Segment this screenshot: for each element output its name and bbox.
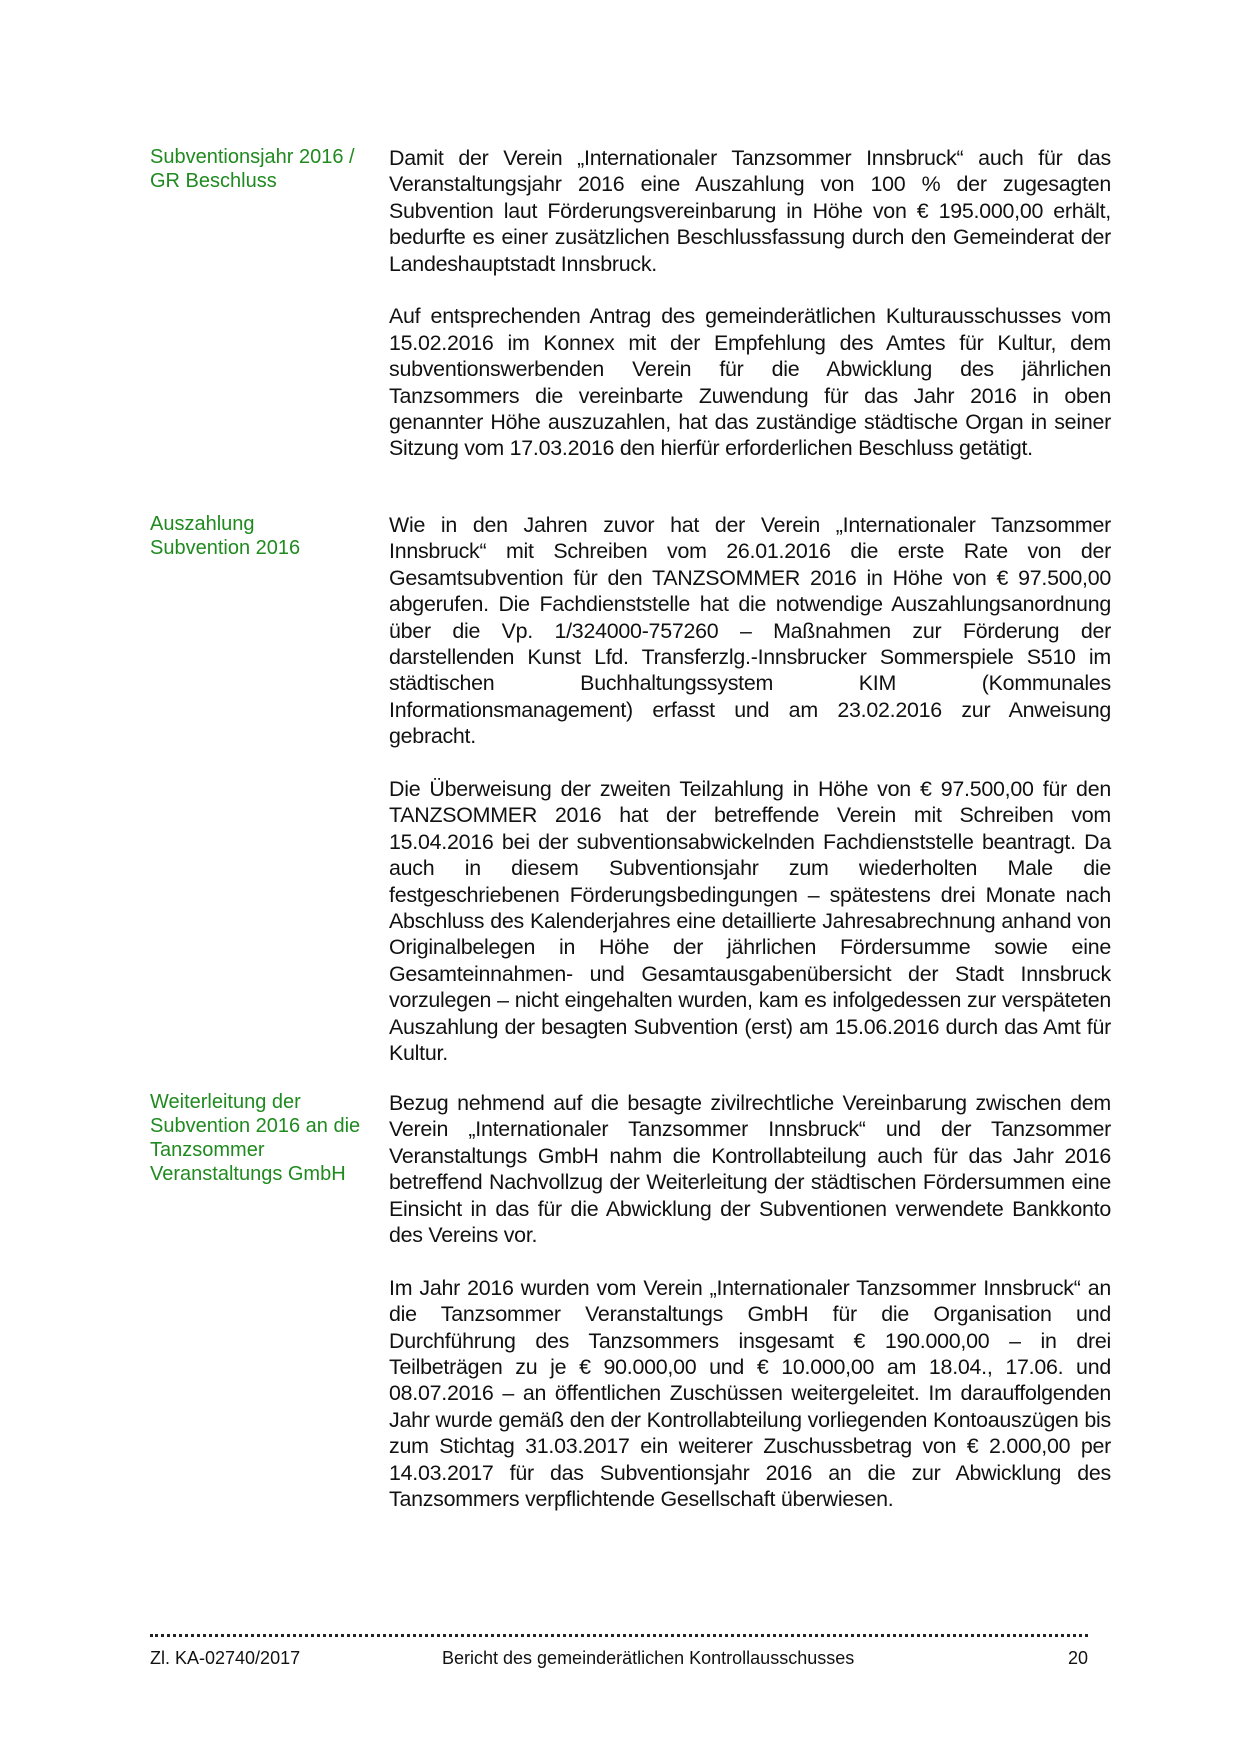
paragraph: Bezug nehmend auf die besagte zivilrechtliche Vereinbarung zwischen dem Verein „Internationaler Tanzsommer Innsbruck“ und der Tanzsommer Veranstaltungs GmbH nahm die Kontrollabteilung auch für das Jahr 2016 betreffend Nachvollzug der Weiterleitung der städtischen Fördersummen eine Einsicht in das für die Abwicklung der Subventionen verwendete Bankkonto des Vereins vor. bbox=[389, 1091, 1111, 1248]
section-body bbox=[389, 1090, 1111, 1539]
paragraph: Auf entsprechenden Antrag des gemeinderätlichen Kulturausschusses vom 15.02.2016 im Konnex mit der Empfehlung des Amtes für Kultur, dem subventionswerbenden Verein für die Abwicklung des jährlichen Tanzsommers die vereinbarte Zuwendung für das Jahr 2016 in oben genannter Höhe auszuzahlen, hat das zuständige städtische Organ in seiner Sitzung vom 17.03.2016 den hierfür erforderlichen Beschluss getätigt. bbox=[389, 304, 1111, 461]
footer-divider bbox=[150, 1634, 1088, 1637]
page-footer bbox=[150, 1648, 1088, 1672]
section-body bbox=[389, 145, 1111, 488]
paragraph: Wie in den Jahren zuvor hat der Verein „Internationaler Tanzsommer Innsbruck“ mit Schreiben vom 26.01.2016 die erste Rate von der Gesamtsubvention für den TANZSOMMER 2016 in Höhe von € 97.500,00 abgerufen. Die Fachdienststelle hat die notwendige Auszahlungsanordnung über die Vp. 1/324000-757260 – Maßnahmen zur Förderung der darstellenden Kunst Lfd. Transferzlg.-Innsbrucker Sommerspiele S510 im städtischen Buchhaltungssystem KIM (Kommunales Informationsmanagement) erfasst und am 23.02.2016 zur Anweisung gebracht. bbox=[389, 513, 1111, 749]
paragraph: Im Jahr 2016 wurden vom Verein „Internationaler Tanzsommer Innsbruck“ an die Tanzsommer Veranstaltungs GmbH für die Organisation und Durchführung des Tanzsommers insgesamt € 190.000,00 – in drei Teilbeträgen zu je € 90.000,00 und € 10.000,00 am 18.04., 17.06. und 08.07.2016 – an öffentlichen Zuschüssen weitergeleitet. Im darauffolgenden Jahr wurde gemäß den der Kontrollabteilung vorliegenden Kontoauszügen bis zum Stichtag 31.03.2017 ein weiterer Zuschussbetrag von € 2.000,00 per 14.03.2017 für das Subventionsjahr 2016 an die zur Abwicklung des Tanzsommers verpflichtende Gesellschaft überwiesen. bbox=[389, 1275, 1111, 1512]
sidebar-label: Subventionsjahr 2016 / GR Beschluss bbox=[150, 146, 355, 192]
section-body bbox=[389, 512, 1111, 1093]
paragraph: Die Überweisung der zweiten Teilzahlung in Höhe von € 97.500,00 für den TANZSOMMER 2016 hat der betreffende Verein mit Schreiben vom 15.04.2016 bei der subventionsabwickelnden Fachdienststelle beantragt. Da auch in diesem Subventionsjahr zum wiederholten Male die festgeschriebenen Förderungsbedingungen – spätestens drei Monate nach Abschluss des Kalenderjahres eine detaillierte Jahresabrechnung anhand von Originalbelegen in Höhe der jährlichen Fördersumme sowie eine Gesamteinnahmen- und Gesamtausgabenübersicht der Stadt Innsbruck vorzulegen – nicht eingehalten wurden, kam es infolgedessen zur verspäteten Auszahlung der besagten Subvention (erst) am 15.06.2016 durch das Amt für Kultur. bbox=[389, 777, 1111, 1066]
sidebar-label: Auszahlung Subvention 2016 bbox=[150, 513, 301, 559]
document-reference: Zl. KA-02740/2017 bbox=[150, 1648, 301, 1668]
paragraph: Damit der Verein „Internationaler Tanzsommer Innsbruck“ auch für das Veranstaltungsjahr 2016 eine Auszahlung von 100 % der zugesagten Subvention laut Förderungsvereinbarung in Höhe von € 195.000,00 erhält, bedurfte es einer zusätzlichen Beschlussfassung durch den Gemeinderat der Landeshauptstadt Innsbruck. bbox=[389, 146, 1111, 276]
page-number: 20 bbox=[1067, 1648, 1088, 1668]
report-title: Bericht des gemeinderätlichen Kontrollausschusses bbox=[442, 1648, 855, 1668]
sidebar-label: Weiterleitung der Subvention 2016 an die Tanzsommer Veranstaltungs GmbH bbox=[150, 1091, 361, 1185]
